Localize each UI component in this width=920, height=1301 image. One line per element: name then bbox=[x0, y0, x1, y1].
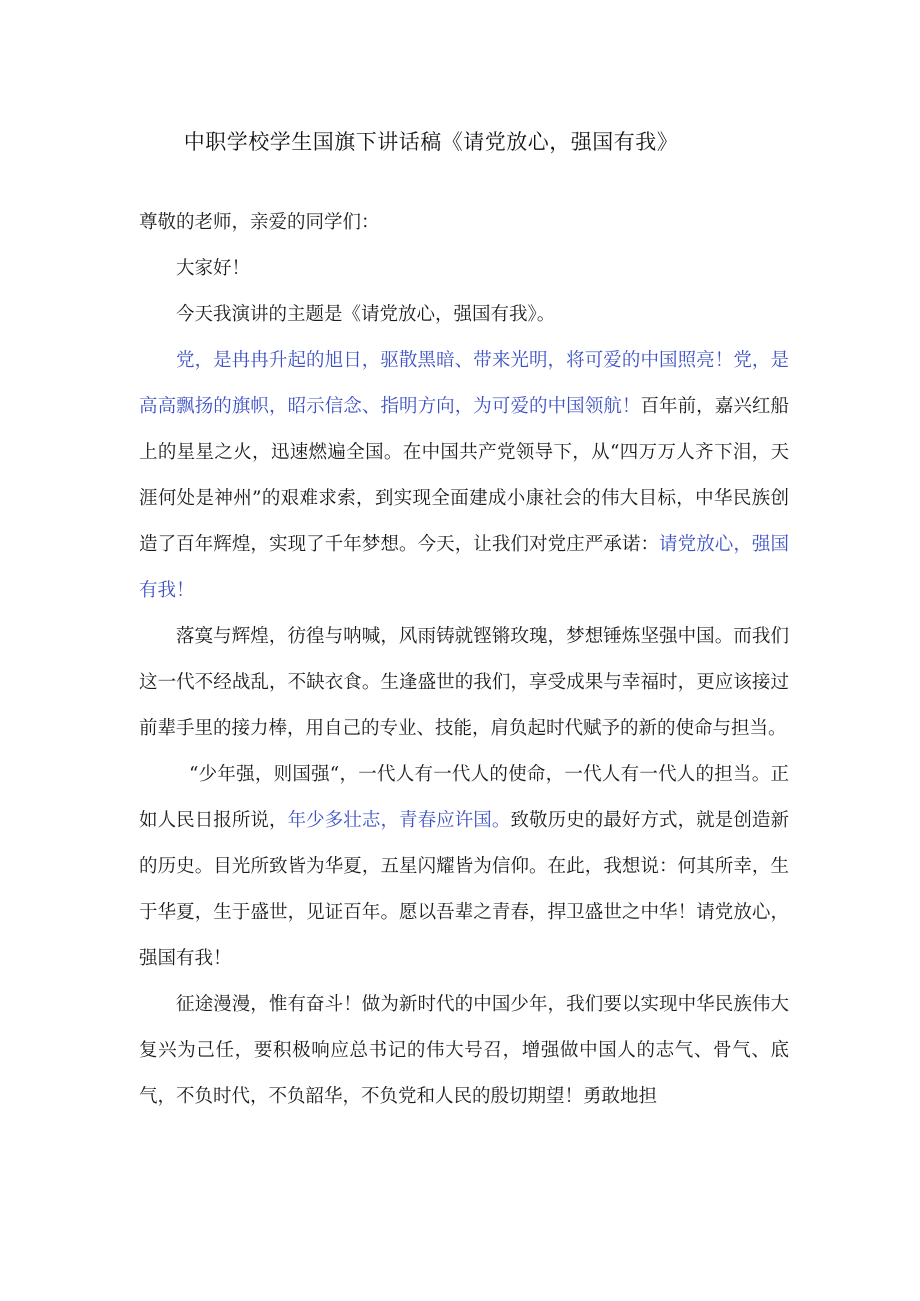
topic-line: 今天我演讲的主题是《请党放心，强国有我》。 bbox=[176, 304, 556, 325]
document-title: 中职学校学生国旗下讲话稿《请党放心，强国有我》 bbox=[183, 130, 679, 154]
highlight-text: 请党放心，强国有我！ bbox=[139, 534, 789, 601]
paragraph-3 bbox=[139, 752, 789, 982]
highlight-text: 年少多壮志，青春应许国。 bbox=[287, 810, 511, 831]
paragraph-2: 落寞与辉煌，彷徨与呐喊，风雨铸就铿锵玫瑰，梦想锤炼坚强中国。而我们这一代不经战乱，不缺衣食。生逢盛世的我们，享受成果与幸福时，更应该接过前辈手里的接力棒，用自己的专业、技能，肩负起时代赋予的新的使命与担当。 bbox=[139, 626, 789, 739]
document-body bbox=[139, 200, 789, 1120]
paragraph-text: 致敬历史的最好方式，就是创造新的历史。目光所致皆为华夏，五星闪耀皆为信仰。在此，我想说：何其所幸，生于华夏，生于盛世，见证百年。愿以吾辈之青春，捍卫盛世之中华！请党放心，强国有我！ bbox=[139, 810, 789, 969]
paragraph-text: “少年强，则国强“，一代人有一代人的使命，一代人有一代人的担当。正如人民日报所说， bbox=[139, 764, 789, 831]
highlight-text: 党，是冉冉升起的旭日，驱散黑暗、带来光明，将可爱的中国照亮！党，是高高飘扬的旗帜，昭示信念、指明方向，为可爱的中国领航！ bbox=[139, 350, 789, 417]
paragraph-text: 百年前，嘉兴红船上的星星之火，迅速燃遍全国。在中国共产党领导下，从“四万万人齐下泪，天涯何处是神州”的艰难求索，到实现全面建成小康社会的伟大目标，中华民族创造了百年辉煌，实现了千年梦想。今天，让我们对党庄严承诺： bbox=[139, 396, 789, 555]
paragraph-1 bbox=[139, 338, 789, 614]
paragraph-4: 征途漫漫，惟有奋斗！做为新时代的中国少年，我们要以实现中华民族伟大复兴为己任，要积极响应总书记的伟大号召，增强做中国人的志气、骨气、底气，不负时代，不负韶华，不负党和人民的殷切期望！勇敢地担 bbox=[139, 994, 789, 1107]
salutation: 尊敬的老师，亲爱的同学们： bbox=[139, 212, 380, 233]
greeting: 大家好！ bbox=[176, 258, 251, 279]
